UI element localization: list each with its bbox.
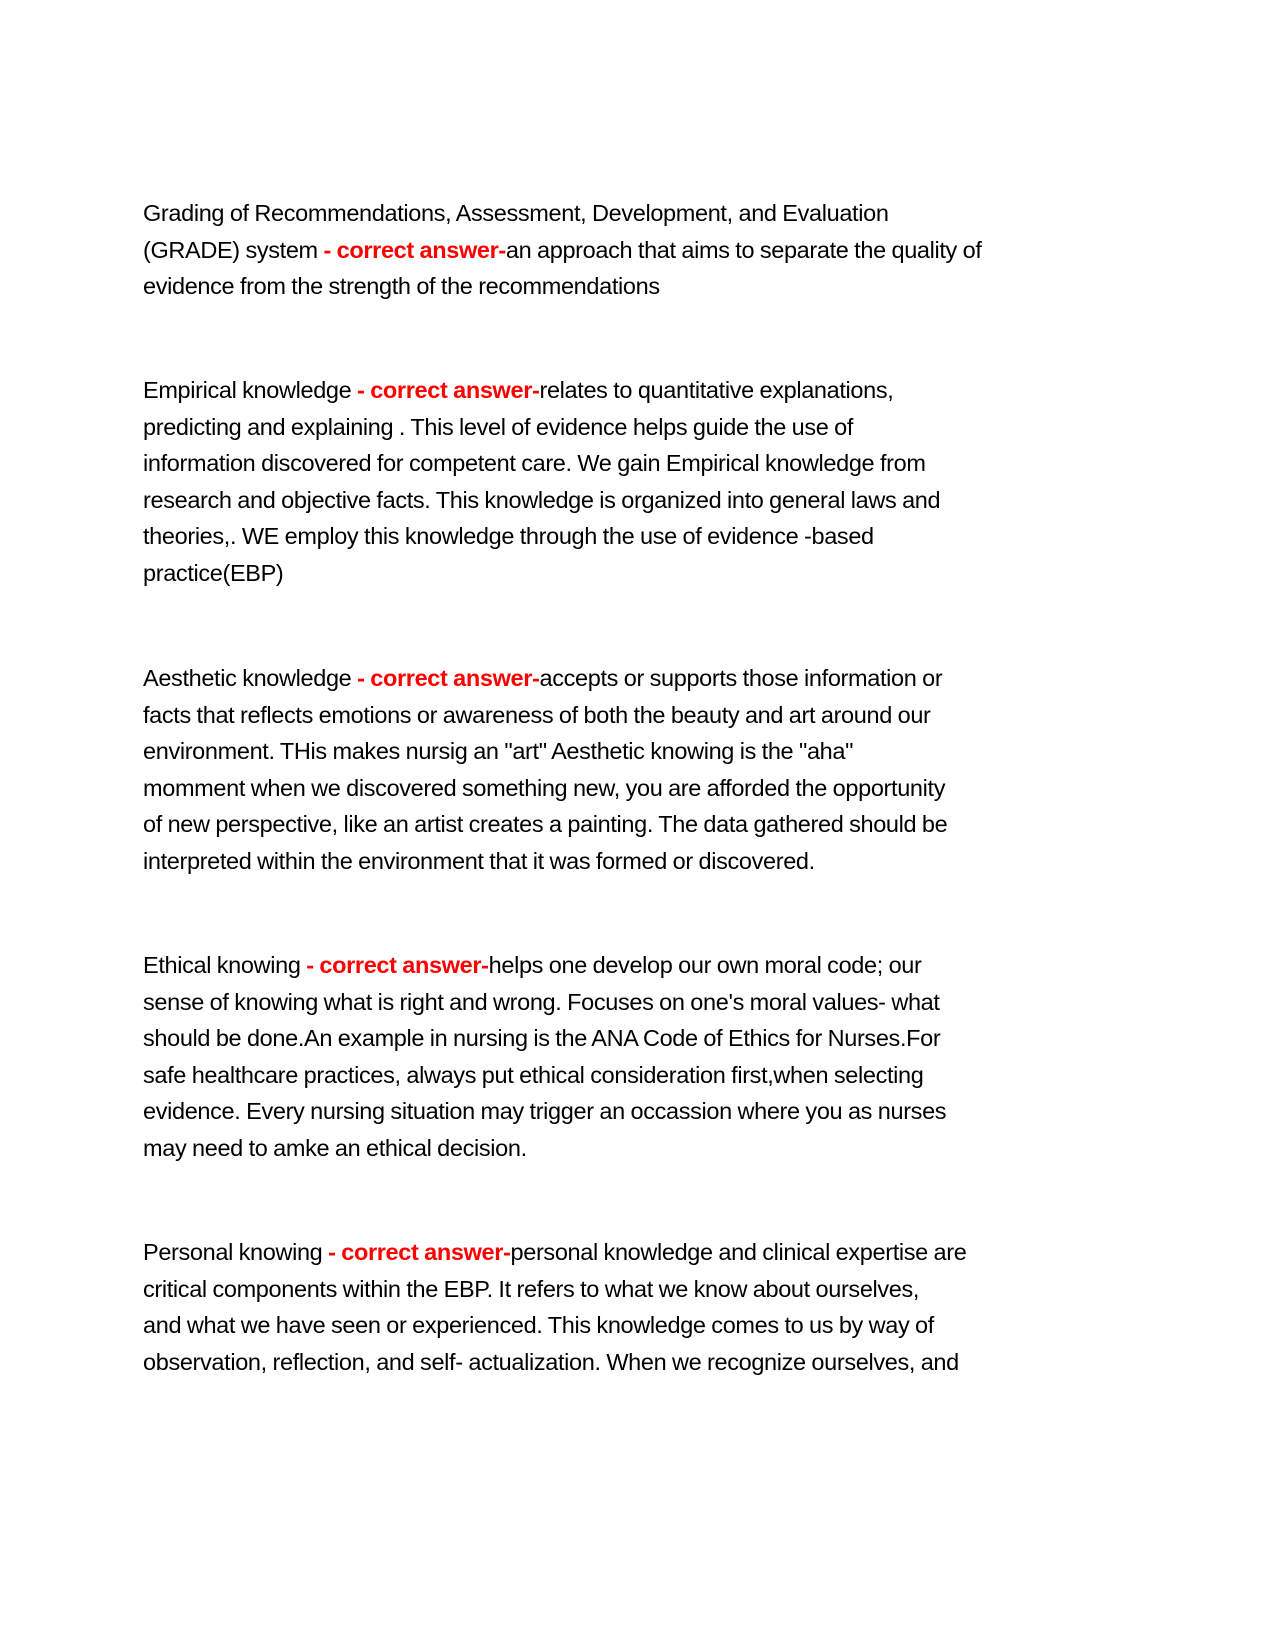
correct-answer-separator: - correct answer- <box>328 1239 511 1265</box>
term-text: Empirical knowledge <box>143 377 358 403</box>
term-line <box>143 195 1083 232</box>
definition-line: evidence. Every nursing situation may trigger an occassion where you as nurses <box>143 1098 947 1125</box>
term-text: (GRADE) system <box>143 236 324 263</box>
term-text: Personal knowing <box>143 1239 329 1265</box>
term-line <box>143 372 1083 409</box>
definition-text: accepts or supports those information or <box>539 665 943 691</box>
definition-line: momment when we discovered something new, you are afforded the opportunity <box>143 774 946 801</box>
definition-line: and what we have seen or experienced. This knowledge comes to us by way of <box>143 1312 934 1339</box>
term-line <box>143 1234 1083 1271</box>
term-line <box>143 660 1083 697</box>
definition-line: safe healthcare practices, always put ethical consideration first,when selecting <box>143 1061 924 1088</box>
definition-line: research and objective facts. This knowledge is organized into general laws and <box>143 486 941 513</box>
definition-line: observation, reflection, and self- actualization. When we recognize ourselves, and <box>143 1348 959 1375</box>
flashcard-entry-grade <box>143 195 1083 305</box>
definition-line: interpreted within the environment that it was formed or discovered. <box>143 847 815 874</box>
flashcard-entry-ethical <box>143 947 1083 1167</box>
correct-answer-separator: - correct answer- <box>357 665 540 691</box>
correct-answer-separator: - correct answer- <box>306 952 489 978</box>
definition-line: critical components within the EBP. It refers to what we know about ourselves, <box>143 1275 920 1302</box>
definition-line: predicting and explaining . This level of evidence helps guide the use of <box>143 413 854 440</box>
definition-text: personal knowledge and clinical expertise are <box>510 1239 967 1265</box>
definition-line: evidence from the strength of the recommendations <box>143 273 660 300</box>
definition-line: information discovered for competent care. We gain Empirical knowledge from <box>143 450 926 477</box>
definition-text: relates to quantitative explanations, <box>539 377 894 403</box>
definition-line: theories,. WE employ this knowledge through the use of evidence -based <box>143 523 874 550</box>
term-text: Ethical knowing <box>143 952 307 978</box>
definition-line: should be done.An example in nursing is the ANA Code of Ethics for Nurses.For <box>143 1025 941 1052</box>
definition-text: helps one develop our own moral code; our <box>488 952 922 978</box>
correct-answer-separator: - correct answer- <box>357 377 540 403</box>
definition-line: practice(EBP) <box>143 559 284 586</box>
flashcard-entry-empirical <box>143 372 1083 592</box>
definition-line: environment. THis makes nursig an "art" Aesthetic knowing is the "aha" <box>143 738 854 765</box>
term-line <box>143 232 1083 269</box>
correct-answer-separator: - correct answer- <box>323 236 506 263</box>
definition-line: may need to amke an ethical decision. <box>143 1134 527 1161</box>
flashcard-entry-personal <box>143 1234 1083 1380</box>
definition-line: sense of knowing what is right and wrong. Focuses on one's moral values- what <box>143 988 940 1015</box>
term-text: Aesthetic knowledge <box>143 665 358 691</box>
flashcard-entry-aesthetic <box>143 660 1083 880</box>
definition-line: of new perspective, like an artist creates a painting. The data gathered should be <box>143 811 948 838</box>
definition-line: facts that reflects emotions or awareness of both the beauty and art around our <box>143 701 931 728</box>
definition-text: an approach that aims to separate the quality of <box>505 236 982 263</box>
term-line <box>143 947 1083 984</box>
term-text: Grading of Recommendations, Assessment, Development, and Evaluation <box>143 200 889 226</box>
